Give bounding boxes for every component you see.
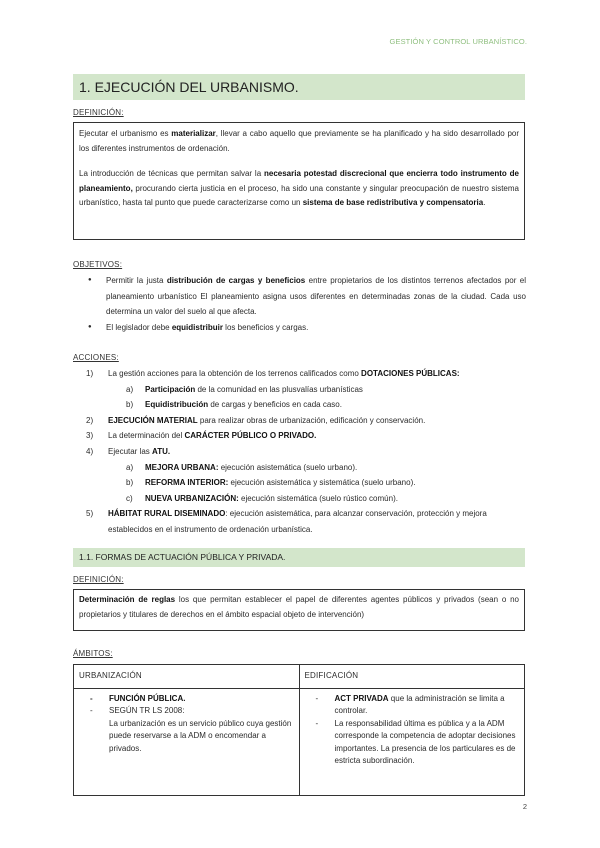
table-row	[74, 688, 525, 795]
list-item: - SEGÚN TR LS 2008: La urbanización es un servicio público cuya gestión puede reservarse a la ADM o encomendar a privados.	[90, 706, 292, 753]
ambitos-label: ÁMBITOS:	[73, 649, 113, 658]
list-item: a) MEJORA URBANA: ejecución asistemática (suelo urbano).	[126, 462, 358, 472]
list-item: - La responsabilidad última es pública y a la ADM corresponde la competencia de adoptar decisiones importantes. La presencia de los particulares es de estricta subordinación.	[315, 718, 516, 765]
definicion-paragraph-2: La introducción de técnicas que permitan salvar la necesaria potestad discrecional que encierra todo instrumento de planeamiento, procurando cierta justicia en el proceso, ha sido una constante y singular preocupación de nuestro sistema urbanístico, hasta tal punto que puede caracterizarse como un sistema de base redistributiva y compensatoria.	[79, 169, 519, 207]
column-header-edificacion: EDIFICACIÓN	[299, 665, 525, 689]
definicion-label-2: DEFINICIÓN:	[73, 575, 124, 584]
list-item: 3) La determinación del CARÁCTER PÚBLICO O PRIVADO.	[86, 431, 317, 441]
list-item: b) Equidistribución de cargas y beneficios en cada caso.	[126, 400, 342, 410]
list-item: b) REFORMA INTERIOR: ejecución asistemática y sistemática (suelo urbano).	[126, 478, 416, 488]
subsection-title: 1.1. FORMAS DE ACTUACIÓN PÚBLICA Y PRIVADA.	[73, 548, 525, 567]
running-header: GESTIÓN Y CONTROL URBANÍSTICO.	[389, 37, 527, 46]
definicion-label: DEFINICIÓN:	[73, 108, 124, 117]
list-item: 1) La gestión acciones para la obtención de los terrenos calificados como DOTACIONES PÚBLICAS:	[86, 369, 460, 378]
list-item: - FUNCIÓN PÚBLICA.	[90, 693, 186, 703]
list-item: 5) HÁBITAT RURAL DISEMINADO: ejecución asistemática, para alcanzar conservación, protección y mejora establecidos en el instrumento de ordenación urbanística.	[86, 509, 487, 534]
list-item: ● El legislador debe equidistribuir los beneficios y cargas.	[86, 320, 526, 336]
column-header-urbanizacion: URBANIZACIÓN	[74, 665, 300, 689]
section-title: 1. EJECUCIÓN DEL URBANISMO.	[73, 74, 525, 100]
page-number: 2	[522, 802, 527, 811]
list-item: a) Participación de la comunidad en las plusvalías urbanísticas	[126, 384, 363, 394]
list-item: - ACT PRIVADA que la administración se limita a controlar.	[315, 693, 505, 715]
definicion-box-2	[73, 589, 525, 631]
definicion-box	[73, 122, 525, 240]
acciones-list	[86, 366, 526, 538]
list-item: ● Permitir la justa distribución de cargas y beneficios entre propietarios de los distintos terrenos afectados por el planeamiento urbanístico El planeamiento asigna usos diferentes en determinadas zonas de la ciudad. Cada uso determina un valor del suelo al que afecta.	[86, 273, 526, 320]
table-header-row	[74, 665, 525, 689]
acciones-label: ACCIONES:	[73, 353, 119, 362]
list-item: 2) EJECUCIÓN MATERIAL para realizar obras de urbanización, edificación y conservación.	[86, 415, 426, 425]
objetivos-list	[86, 273, 526, 335]
list-item: c) NUEVA URBANIZACIÓN: ejecución sistemática (suelo rústico común).	[126, 493, 398, 503]
list-item: 4) Ejecutar las ATU.	[86, 446, 171, 456]
definicion-paragraph: Determinación de reglas los que permitan establecer el papel de diferentes agentes públicos y privados (sean o no propietarios y titulares de derechos en el ámbito espacial objeto de intervención)	[79, 595, 520, 619]
urbanizacion-cell	[74, 688, 300, 795]
objetivos-label: OBJETIVOS:	[73, 260, 123, 269]
edificacion-cell	[299, 688, 525, 795]
definicion-paragraph-1: Ejecutar el urbanismo es materializar, llevar a cabo aquello que previamente se ha planificado y ha sido desarrollado por los diferentes instrumentos de ordenación.	[79, 129, 520, 153]
ambitos-table	[73, 664, 525, 796]
